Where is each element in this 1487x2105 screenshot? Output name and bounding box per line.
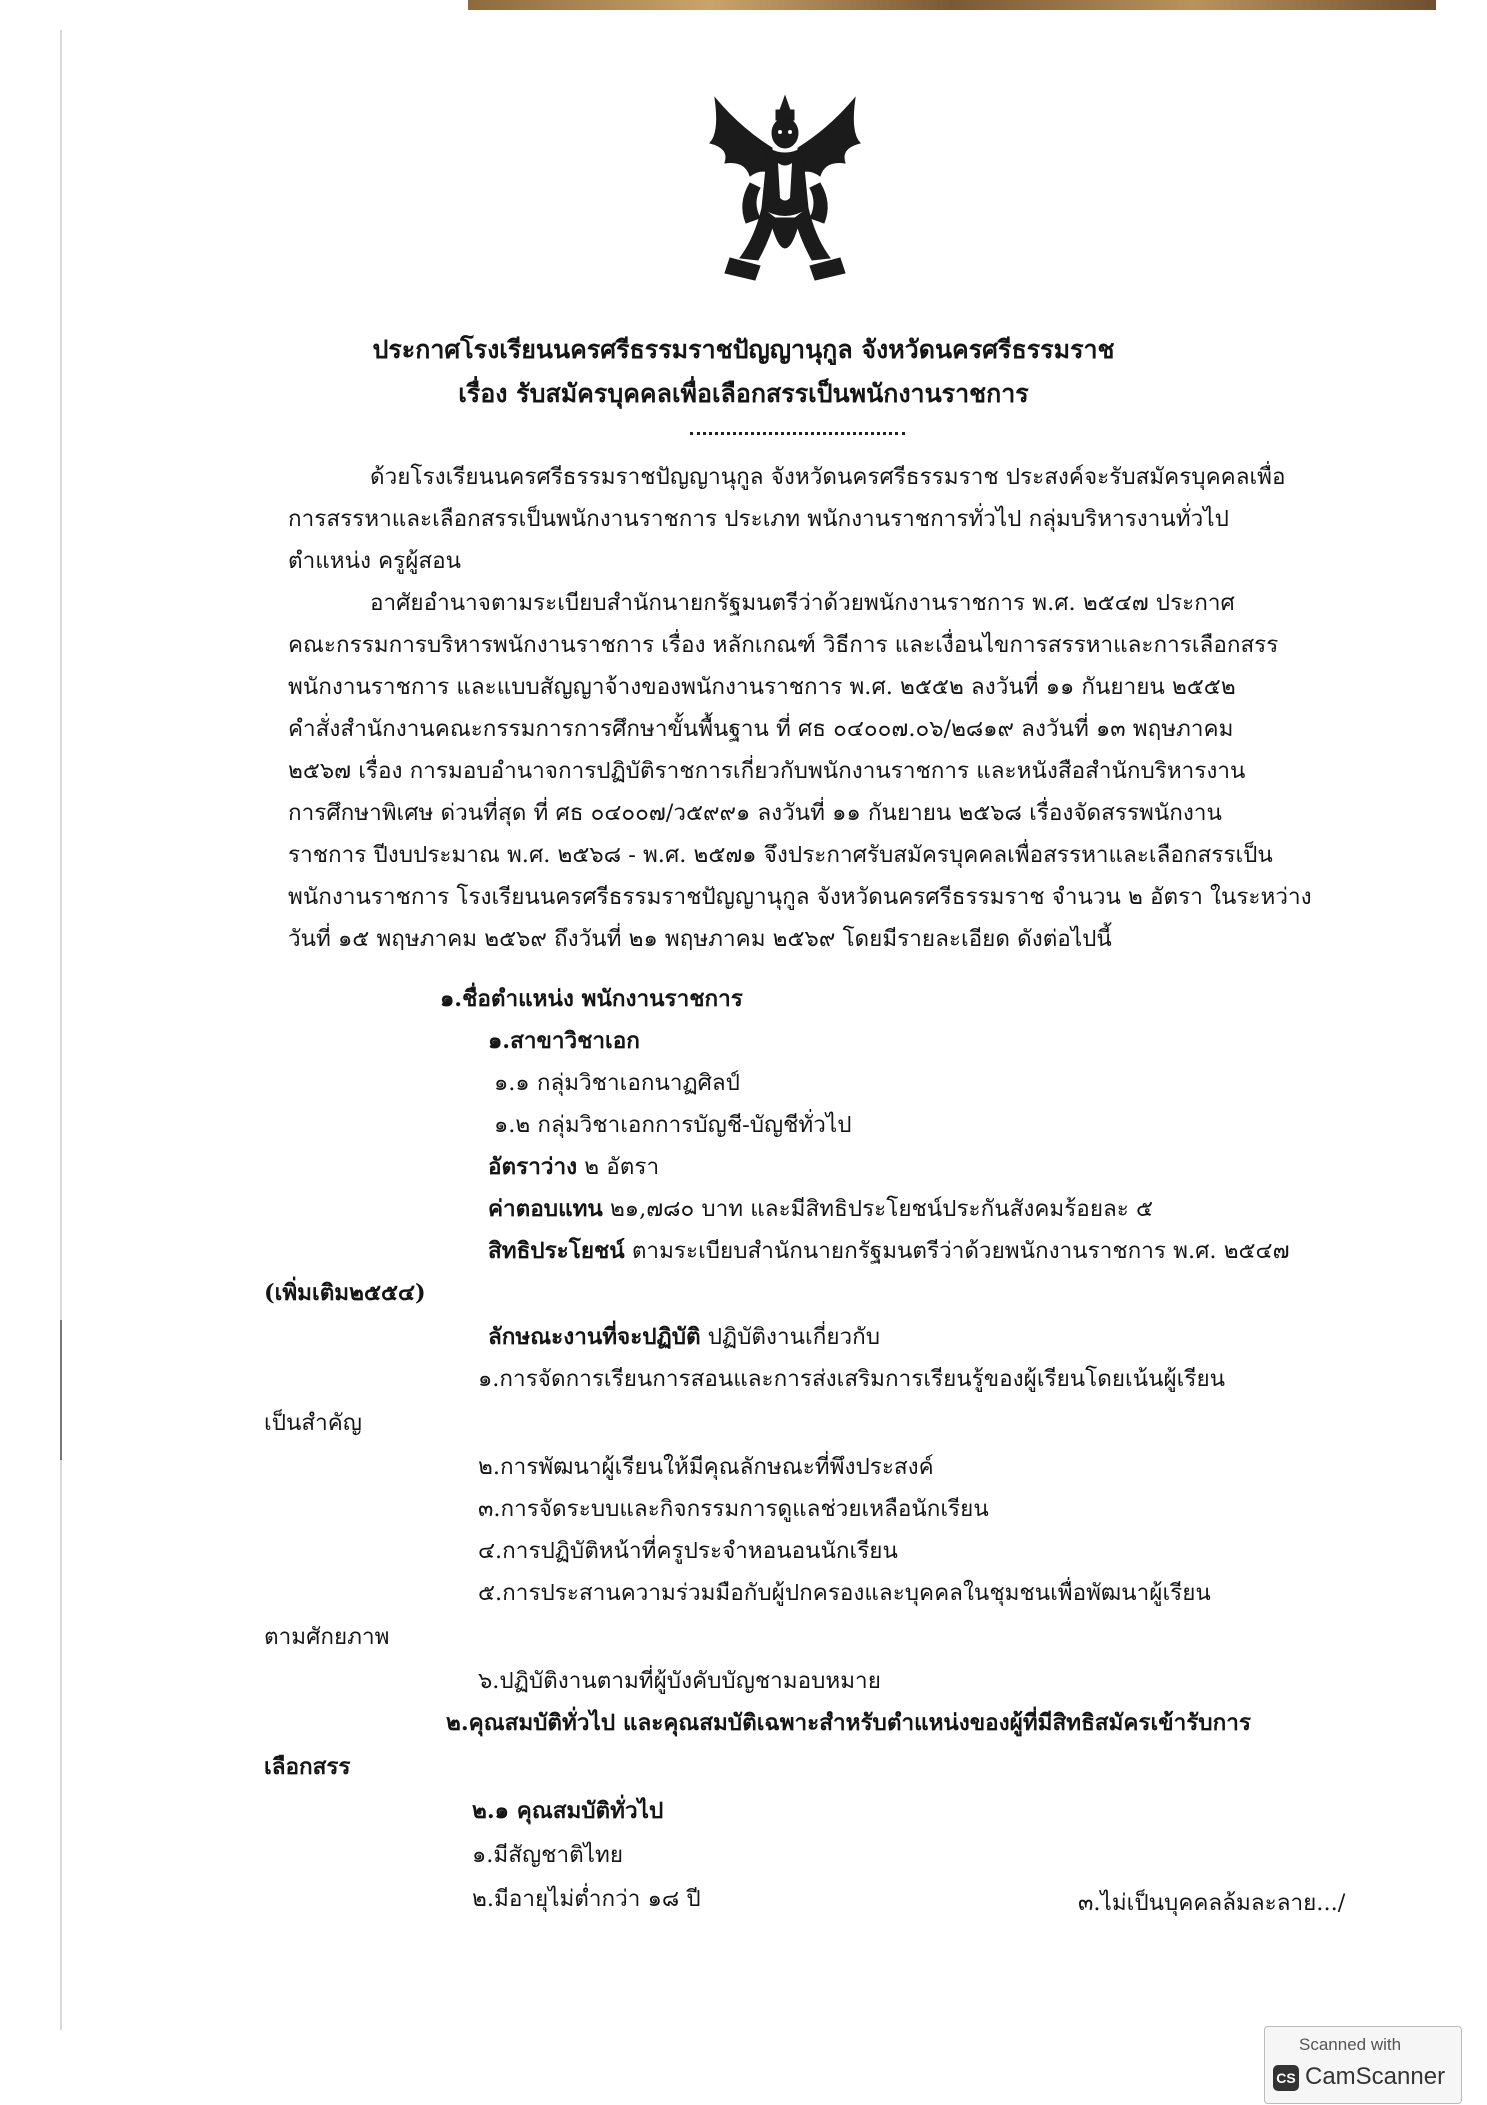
subject-item: ๑.๒ กลุ่มวิชาเอกการบัญชี-บัญชีทั่วไป [494, 1112, 852, 1138]
duty-item-continued: เป็นสำคัญ [264, 1410, 362, 1436]
watermark-brand: CamScanner [1305, 2063, 1446, 2090]
duty-line [488, 1318, 880, 1354]
subject-item: ๑.๑ กลุ่มวิชาเอกนาฏศิลป์ [494, 1070, 740, 1096]
announcement-title: ประกาศโรงเรียนนครศรีธรรมราชปัญญานุกูล จังหวัดนครศรีธรรมราช [372, 335, 1115, 364]
vacancy-line [488, 1148, 659, 1184]
subject-heading: ๑.สาขาวิชาเอก [488, 1028, 640, 1054]
body-text-line: ตำแหน่ง ครูผู้สอน [288, 548, 462, 574]
salary-value: ๒๑,๗๘๐ บาท และมีสิทธิประโยชน์ประกันสังคมร้อยละ ๕ [602, 1196, 1154, 1222]
qualification-subheading: ๒.๑ คุณสมบัติทั่วไป [472, 1798, 664, 1824]
duty-item: ๖.ปฏิบัติงานตามที่ผู้บังคับบัญชามอบหมาย [478, 1668, 881, 1694]
benefit-line [488, 1232, 1290, 1268]
scan-edge-mark [60, 1320, 62, 1460]
body-text-line: คณะกรรมการบริหารพนักงานราชการ เรื่อง หลักเกณฑ์ วิธีการ และเงื่อนไขการสรรหาและการเลือกสรร [288, 632, 1279, 658]
vacancy-label: อัตราว่าง [488, 1154, 578, 1180]
top-photo-strip [468, 0, 1436, 10]
body-text-line: การศึกษาพิเศษ ด่วนที่สุด ที่ ศธ ๐๔๐๐๗/ว๕๙๙๑ ลงวันที่ ๑๑ กันยายน ๒๕๖๘ เรื่องจัดสรรพนักงาน [288, 800, 1222, 826]
salary-label: ค่าตอบแทน [488, 1196, 603, 1222]
camscanner-watermark [1264, 2026, 1462, 2104]
benefit-label: สิทธิประโยชน์ [488, 1238, 625, 1264]
garuda-emblem-icon [700, 88, 870, 288]
body-text-line: ๒๕๖๗ เรื่อง การมอบอำนาจการปฏิบัติราชการเกี่ยวกับพนักงานราชการ และหนังสือสำนักบริหารงาน [288, 758, 1246, 784]
dotted-separator [690, 428, 905, 435]
section-2-heading: ๒.คุณสมบัติทั่วไป และคุณสมบัติเฉพาะสำหรับตำแหน่งของผู้ที่มีสิทธิสมัครเข้ารับการ [446, 1710, 1251, 1736]
body-text-line: พนักงานราชการ และแบบสัญญาจ้างของพนักงานราชการ พ.ศ. ๒๕๕๒ ลงวันที่ ๑๑ กันยายน ๒๕๕๒ [288, 674, 1236, 700]
body-text-line: การสรรหาและเลือกสรรเป็นพนักงานราชการ ประเภท พนักงานราชการทั่วไป กลุ่มบริหารงานทั่วไป [288, 506, 1229, 532]
body-text-line: วันที่ ๑๕ พฤษภาคม ๒๕๖๙ ถึงวันที่ ๒๑ พฤษภาคม ๒๕๖๙ โดยมีรายละเอียด ดังต่อไปนี้ [288, 926, 1112, 952]
duty-value: ปฏิบัติงานเกี่ยวกับ [700, 1324, 881, 1350]
body-text-line: คำสั่งสำนักงานคณะกรรมการการศึกษาขั้นพื้นฐาน ที่ ศธ ๐๔๐๐๗.๐๖/๒๘๑๙ ลงวันที่ ๑๓ พฤษภาคม [288, 716, 1234, 742]
salary-line [488, 1190, 1153, 1226]
benefit-continued: (เพิ่มเติม๒๕๕๔) [264, 1280, 426, 1306]
benefit-value: ตามระเบียบสำนักนายกรัฐมนตรีว่าด้วยพนักงานราชการ พ.ศ. ๒๕๔๗ [624, 1238, 1290, 1264]
qualification-item: ๒.มีอายุไม่ต่ำกว่า ๑๘ ปี [472, 1886, 701, 1912]
duty-item: ๑.การจัดการเรียนการสอนและการส่งเสริมการเรียนรู้ของผู้เรียนโดยเน้นผู้เรียน [478, 1366, 1226, 1392]
body-text-line: พนักงานราชการ โรงเรียนนครศรีธรรมราชปัญญานุกูล จังหวัดนครศรีธรรมราช จำนวน ๒ อัตรา ในระหว่าง [288, 884, 1312, 910]
camscanner-logo-icon: CS [1273, 2065, 1299, 2091]
duty-item: ๔.การปฏิบัติหน้าที่ครูประจำหอนอนนักเรียน [478, 1538, 898, 1564]
duty-item-continued: ตามศักยภาพ [264, 1624, 390, 1650]
body-text-line: ราชการ ปีงบประมาณ พ.ศ. ๒๕๖๘ - พ.ศ. ๒๕๗๑ จึงประกาศรับสมัครบุคคลเพื่อสรรหาและเลือกสรรเป็น [288, 842, 1273, 868]
vacancy-value: ๒ อัตรา [577, 1154, 660, 1180]
announcement-subject: เรื่อง รับสมัครบุคคลเพื่อเลือกสรรเป็นพนักงานราชการ [458, 379, 1029, 408]
page-continuation: ๓.ไม่เป็นบุคคลล้มละลาย.../ [1078, 1890, 1346, 1916]
section-1-heading: ๑.ชื่อตำแหน่ง พนักงานราชการ [440, 986, 743, 1012]
duty-item: ๒.การพัฒนาผู้เรียนให้มีคุณลักษณะที่พึงประสงค์ [478, 1454, 934, 1480]
watermark-text: Scanned with [1299, 2035, 1402, 2054]
duty-item: ๓.การจัดระบบและกิจกรรมการดูแลช่วยเหลือนักเรียน [478, 1496, 989, 1522]
body-text-line: ด้วยโรงเรียนนครศรีธรรมราชปัญญานุกูล จังหวัดนครศรีธรรมราช ประสงค์จะรับสมัครบุคคลเพื่อ [370, 464, 1286, 490]
duty-label: ลักษณะงานที่จะปฏิบัติ [488, 1324, 701, 1350]
body-text-line: อาศัยอำนาจตามระเบียบสำนักนายกรัฐมนตรีว่าด้วยพนักงานราชการ พ.ศ. ๒๕๔๗ ประกาศ [370, 590, 1235, 616]
section-2-heading-continued: เลือกสรร [264, 1754, 351, 1780]
duty-item: ๕.การประสานความร่วมมือกับผู้ปกครองและบุคคลในชุมชนเพื่อพัฒนาผู้เรียน [478, 1580, 1211, 1606]
qualification-item: ๑.มีสัญชาติไทย [472, 1842, 624, 1868]
